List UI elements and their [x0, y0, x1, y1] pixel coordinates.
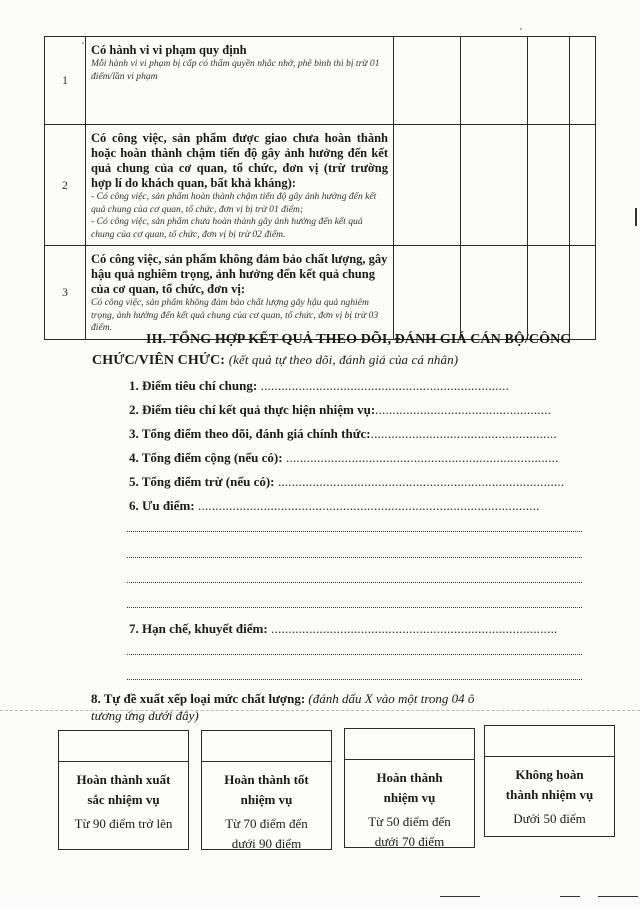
criterion-note: - Có công việc, sản phẩm chưa hoàn thành gây ảnh hưởng đến kết quả chung của cơ quan, tổ chức, đơn vị bị trừ 02 điểm. — [91, 216, 363, 240]
table-row — [45, 246, 596, 340]
rating-name: nhiệm vụ — [383, 790, 436, 805]
rating-range: dưới 70 điểm — [374, 834, 445, 849]
criterion-cell — [86, 246, 394, 340]
criterion-note: Mỗi hành vi vi phạm bị cấp có thẩm quyền nhắc nhở, phê bình thì bị trừ 01 điểm/lần vi phạm — [91, 58, 380, 82]
rating-range: Từ 50 điểm đến — [368, 814, 451, 829]
scan-speck — [520, 28, 522, 30]
score-cell[interactable] — [461, 125, 528, 246]
item-label: 3. Tổng điểm theo dõi, đánh giá chính thức: — [129, 426, 371, 441]
item-label: 4. Tổng điểm cộng (nếu có): — [129, 450, 283, 465]
rating-name: thành nhiệm vụ — [505, 787, 594, 802]
footer-rule — [598, 896, 638, 897]
footer-rule — [560, 896, 580, 897]
penalty-criteria-table — [44, 36, 596, 340]
criterion-title: Có hành vi vi phạm quy định — [91, 43, 247, 57]
rating-name: sắc nhiệm vụ — [87, 792, 160, 807]
score-cell[interactable] — [570, 246, 596, 340]
rating-checkbox[interactable] — [59, 731, 188, 762]
summary-item — [129, 449, 589, 467]
criterion-cell — [86, 37, 394, 125]
self-rating-instruction — [91, 690, 591, 724]
fill-in-line[interactable] — [127, 653, 582, 655]
score-cell[interactable] — [394, 246, 461, 340]
section-heading-line: CHỨC/VIÊN CHỨC: — [92, 353, 226, 368]
scan-edge-mark — [635, 208, 637, 226]
fill-in-field[interactable]: ............................................................................... — [282, 450, 559, 465]
score-cell[interactable] — [394, 125, 461, 246]
criterion-note: Có công việc, sản phẩm không đảm bảo chất lượng gây hậu quả nghiêm trọng, ảnh hưởng đến kết quả chung của cơ quan, tổ chức, đơn vị bị trừ 03 điểm. — [91, 297, 379, 333]
rating-name: nhiệm vụ — [240, 792, 293, 807]
summary-item — [129, 620, 584, 638]
fill-in-field[interactable]: ................................................................................... — [274, 474, 565, 489]
section-heading-note: (kết quả tự theo dõi, đánh giá của cá nhân) — [228, 352, 459, 367]
rating-checkbox[interactable] — [202, 731, 331, 762]
rating-checkbox[interactable] — [345, 729, 474, 760]
item-note: (đánh dấu X vào một trong 04 ô — [308, 691, 475, 706]
rating-option — [484, 725, 615, 837]
score-cell[interactable] — [570, 37, 596, 125]
row-number: 2 — [45, 125, 86, 246]
rating-name: Hoàn thành — [376, 770, 443, 785]
fill-in-line[interactable] — [127, 606, 582, 608]
fill-in-field[interactable]: ................................................... — [375, 402, 552, 417]
criterion-note: - Có công việc, sản phẩm hoàn thành chậm tiến độ gây ảnh hưởng đến kết quả chung của cơ quan, tổ chức, đơn vị bị trừ 01 điểm; — [91, 191, 377, 215]
fill-in-line[interactable] — [127, 581, 582, 583]
score-cell[interactable] — [528, 37, 570, 125]
summary-item — [129, 425, 595, 443]
rating-option — [201, 730, 332, 850]
score-cell[interactable] — [461, 246, 528, 340]
rating-range: Từ 70 điểm đến — [225, 816, 308, 831]
item-note: tương ứng dưới đây) — [91, 708, 199, 723]
rating-range: dưới 90 điểm — [231, 836, 302, 851]
item-label: 8. Tự đề xuất xếp loại mức chất lượng: — [91, 691, 306, 706]
item-label: 7. Hạn chế, khuyết điểm: — [129, 621, 268, 636]
rating-name: Hoàn thành tốt — [224, 772, 309, 787]
footer-rule — [440, 896, 480, 897]
score-cell[interactable] — [528, 246, 570, 340]
fill-in-field[interactable]: ................................................................................... — [267, 621, 558, 636]
table-row — [45, 37, 596, 125]
score-cell[interactable] — [394, 37, 461, 125]
fill-in-line[interactable] — [127, 556, 582, 558]
score-cell[interactable] — [461, 37, 528, 125]
rating-name: Hoàn thành xuất — [76, 772, 171, 787]
summary-item — [129, 473, 589, 491]
fill-in-field[interactable]: ...................................................... — [370, 426, 557, 441]
summary-item — [129, 401, 589, 419]
criterion-cell — [86, 125, 394, 246]
table-row — [45, 125, 596, 246]
fill-in-line[interactable] — [127, 678, 582, 680]
item-label: 2. Điểm tiêu chí kết quả thực hiện nhiệm vụ: — [129, 402, 376, 417]
summary-item — [129, 377, 589, 395]
summary-item — [129, 497, 584, 515]
section-heading — [92, 330, 596, 371]
rating-range: Từ 90 điểm trở lên — [74, 816, 173, 831]
rating-checkbox[interactable] — [485, 726, 614, 757]
criterion-title: Có công việc, sản phẩm được giao chưa hoàn thành hoặc hoàn thành chậm tiến độ gây ảnh hưởng đến kết quả chung của cơ quan, tổ chức, đơn vị (trừ trường hợp lí do khách quan, bất khả kháng): — [91, 131, 388, 190]
row-number: 3 — [45, 246, 86, 340]
rating-name: Không hoàn — [515, 767, 584, 782]
rating-range: Dưới 50 điểm — [513, 811, 586, 826]
score-cell[interactable] — [570, 125, 596, 246]
score-cell[interactable] — [528, 125, 570, 246]
criterion-title: Có công việc, sản phẩm không đảm bảo chất lượng, gây hậu quả nghiêm trọng, ảnh hưởng đến kết quả chung của cơ quan, tổ chức, đơn vị: — [91, 252, 388, 296]
fill-in-line[interactable] — [127, 530, 582, 532]
item-label: 5. Tổng điểm trừ (nếu có): — [129, 474, 275, 489]
rating-option — [58, 730, 189, 850]
section-heading-line: III. TỔNG HỢP KẾT QUẢ THEO DÕI, ĐÁNH GIÁ CÁN BỘ/CÔNG — [146, 332, 572, 347]
item-label: 1. Điểm tiêu chí chung: — [129, 378, 258, 393]
rating-option — [344, 728, 475, 848]
fill-in-field[interactable]: ........................................................................ — [257, 378, 510, 393]
row-number: 1 — [45, 37, 86, 125]
fill-in-field[interactable]: ................................................................................................... — [194, 498, 540, 513]
item-label: 6. Ưu điểm: — [129, 498, 195, 513]
